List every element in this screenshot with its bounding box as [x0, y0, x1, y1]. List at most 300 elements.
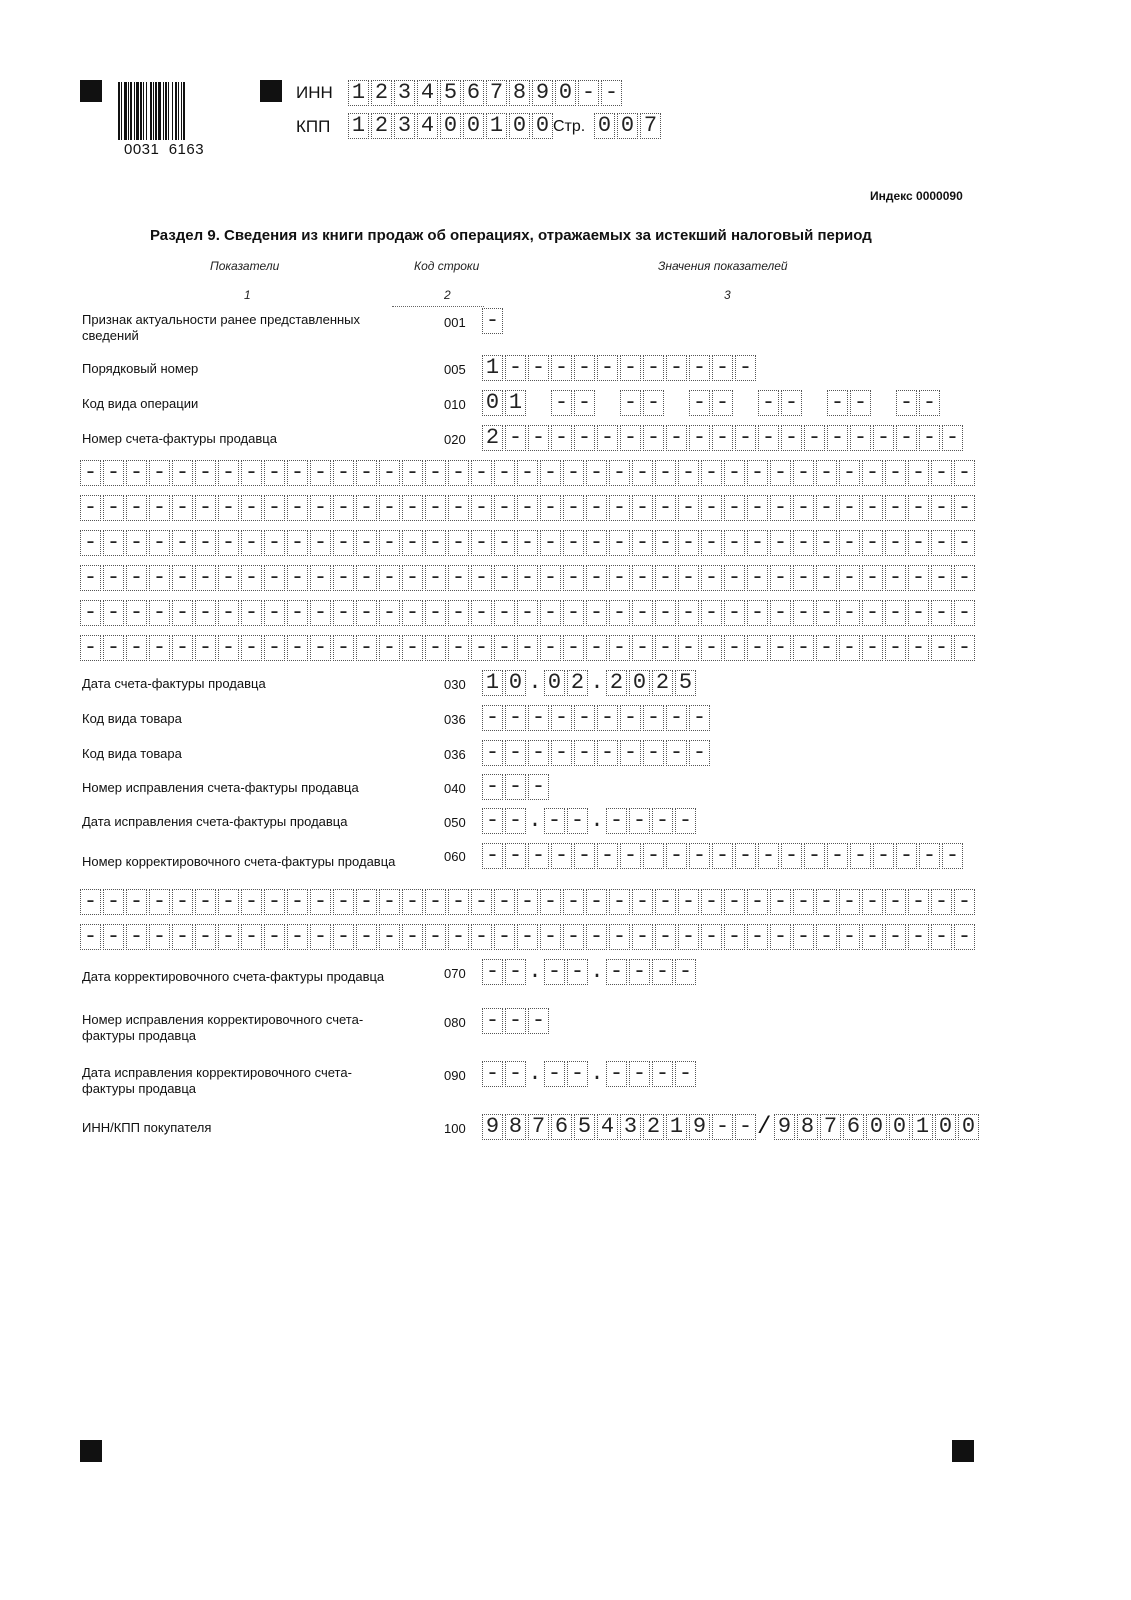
char-cell[interactable]: - — [126, 565, 147, 591]
char-cell[interactable]: - — [195, 530, 216, 556]
char-cell[interactable]: 0 — [555, 80, 576, 106]
char-cell[interactable]: - — [689, 390, 710, 416]
field-060-cont-1[interactable] — [80, 889, 977, 915]
char-cell[interactable]: - — [540, 530, 561, 556]
char-cell[interactable]: - — [712, 1114, 733, 1140]
char-cell[interactable]: 8 — [797, 1114, 818, 1140]
char-cell[interactable]: - — [505, 1061, 526, 1087]
char-cell[interactable]: - — [954, 889, 975, 915]
char-cell[interactable]: - — [597, 843, 618, 869]
char-cell[interactable]: - — [103, 530, 124, 556]
char-cell[interactable]: - — [850, 843, 871, 869]
char-cell[interactable]: - — [80, 530, 101, 556]
char-cell[interactable]: 0 — [482, 390, 503, 416]
char-cell[interactable]: - — [931, 924, 952, 950]
char-cell[interactable]: - — [724, 530, 745, 556]
char-cell[interactable]: - — [609, 565, 630, 591]
char-cell[interactable]: - — [505, 959, 526, 985]
char-cell[interactable]: - — [586, 495, 607, 521]
char-cell[interactable]: - — [540, 600, 561, 626]
char-cell[interactable]: - — [505, 355, 526, 381]
field-001[interactable] — [482, 308, 505, 334]
char-cell[interactable]: - — [839, 495, 860, 521]
char-cell[interactable]: - — [563, 495, 584, 521]
char-cell[interactable]: 3 — [394, 80, 415, 106]
char-cell[interactable]: - — [793, 635, 814, 661]
char-cell[interactable]: - — [563, 530, 584, 556]
char-cell[interactable]: - — [954, 460, 975, 486]
char-cell[interactable]: - — [747, 600, 768, 626]
char-cell[interactable]: - — [425, 495, 446, 521]
char-cell[interactable]: - — [126, 495, 147, 521]
char-cell[interactable]: - — [287, 924, 308, 950]
char-cell[interactable]: 2 — [482, 425, 503, 451]
char-cell[interactable]: - — [666, 705, 687, 731]
field-040[interactable] — [482, 774, 551, 800]
char-cell[interactable]: - — [517, 924, 538, 950]
char-cell[interactable]: 2 — [371, 113, 392, 139]
char-cell[interactable]: - — [885, 600, 906, 626]
char-cell[interactable]: - — [606, 808, 627, 834]
char-cell[interactable]: 1 — [486, 113, 507, 139]
char-cell[interactable]: - — [655, 600, 676, 626]
char-cell[interactable]: - — [701, 565, 722, 591]
field-036a[interactable] — [482, 705, 712, 731]
char-cell[interactable]: 9 — [482, 1114, 503, 1140]
char-cell[interactable]: - — [287, 889, 308, 915]
char-cell[interactable]: - — [505, 740, 526, 766]
char-cell[interactable]: - — [540, 495, 561, 521]
char-cell[interactable]: - — [747, 889, 768, 915]
char-cell[interactable]: - — [586, 889, 607, 915]
char-cell[interactable]: - — [652, 1061, 673, 1087]
char-cell[interactable]: - — [643, 390, 664, 416]
char-cell[interactable]: - — [701, 530, 722, 556]
char-cell[interactable]: - — [425, 889, 446, 915]
char-cell[interactable]: - — [816, 495, 837, 521]
char-cell[interactable]: - — [609, 924, 630, 950]
char-cell[interactable]: - — [609, 889, 630, 915]
char-cell[interactable] — [873, 390, 894, 416]
char-cell[interactable]: - — [241, 600, 262, 626]
char-cell[interactable]: - — [402, 889, 423, 915]
char-cell[interactable]: - — [597, 355, 618, 381]
char-cell[interactable]: - — [862, 600, 883, 626]
char-cell[interactable]: - — [551, 355, 572, 381]
char-cell[interactable]: - — [793, 565, 814, 591]
char-cell[interactable]: - — [333, 495, 354, 521]
char-cell[interactable]: - — [816, 565, 837, 591]
field-070[interactable] — [482, 959, 698, 985]
char-cell[interactable]: - — [517, 889, 538, 915]
char-cell[interactable]: - — [540, 889, 561, 915]
char-cell[interactable]: - — [563, 889, 584, 915]
char-cell[interactable]: - — [126, 600, 147, 626]
char-cell[interactable]: - — [264, 530, 285, 556]
char-cell[interactable]: - — [482, 959, 503, 985]
char-cell[interactable]: - — [505, 843, 526, 869]
char-cell[interactable]: - — [149, 889, 170, 915]
char-cell[interactable]: 9 — [774, 1114, 795, 1140]
char-cell[interactable]: - — [425, 924, 446, 950]
char-cell[interactable]: - — [540, 635, 561, 661]
char-cell[interactable]: - — [827, 390, 848, 416]
char-cell[interactable] — [597, 390, 618, 416]
char-cell[interactable]: - — [606, 959, 627, 985]
char-cell[interactable]: - — [528, 355, 549, 381]
char-cell[interactable]: - — [643, 705, 664, 731]
char-cell[interactable]: - — [287, 495, 308, 521]
char-cell[interactable]: 6 — [843, 1114, 864, 1140]
char-cell[interactable]: - — [643, 843, 664, 869]
char-cell[interactable]: - — [735, 1114, 756, 1140]
char-cell[interactable]: 8 — [505, 1114, 526, 1140]
char-cell[interactable]: - — [471, 635, 492, 661]
char-cell[interactable]: - — [310, 530, 331, 556]
field-020-cont-2[interactable] — [80, 495, 977, 521]
char-cell[interactable]: - — [793, 530, 814, 556]
char-cell[interactable]: - — [885, 530, 906, 556]
char-cell[interactable]: - — [379, 530, 400, 556]
char-cell[interactable]: - — [931, 889, 952, 915]
char-cell[interactable]: - — [379, 495, 400, 521]
char-cell[interactable]: - — [816, 600, 837, 626]
char-cell[interactable]: - — [471, 530, 492, 556]
char-cell[interactable]: - — [126, 889, 147, 915]
char-cell[interactable]: - — [586, 924, 607, 950]
char-cell[interactable]: - — [471, 924, 492, 950]
char-cell[interactable]: - — [724, 565, 745, 591]
char-cell[interactable]: - — [678, 600, 699, 626]
char-cell[interactable]: - — [563, 600, 584, 626]
char-cell[interactable]: - — [379, 600, 400, 626]
char-cell[interactable] — [666, 390, 687, 416]
char-cell[interactable] — [528, 390, 549, 416]
char-cell[interactable]: 1 — [666, 1114, 687, 1140]
char-cell[interactable]: - — [425, 530, 446, 556]
char-cell[interactable]: - — [712, 843, 733, 869]
char-cell[interactable]: - — [448, 530, 469, 556]
char-cell[interactable]: - — [172, 460, 193, 486]
char-cell[interactable]: - — [425, 565, 446, 591]
char-cell[interactable] — [735, 390, 756, 416]
char-cell[interactable]: 6 — [463, 80, 484, 106]
char-cell[interactable]: - — [333, 889, 354, 915]
char-cell[interactable]: - — [896, 843, 917, 869]
char-cell[interactable]: - — [218, 889, 239, 915]
char-cell[interactable]: - — [80, 635, 101, 661]
char-cell[interactable]: - — [333, 635, 354, 661]
char-cell[interactable]: - — [528, 425, 549, 451]
char-cell[interactable]: - — [379, 889, 400, 915]
char-cell[interactable]: 0 — [958, 1114, 979, 1140]
char-cell[interactable]: - — [218, 565, 239, 591]
char-cell[interactable]: - — [574, 705, 595, 731]
char-cell[interactable]: 6 — [551, 1114, 572, 1140]
char-cell[interactable]: - — [172, 635, 193, 661]
char-cell[interactable]: - — [954, 565, 975, 591]
char-cell[interactable]: - — [494, 530, 515, 556]
char-cell[interactable]: - — [218, 600, 239, 626]
char-cell[interactable]: - — [629, 959, 650, 985]
char-cell[interactable]: - — [172, 530, 193, 556]
char-cell[interactable]: - — [563, 635, 584, 661]
char-cell[interactable]: 2 — [371, 80, 392, 106]
char-cell[interactable]: - — [724, 924, 745, 950]
char-cell[interactable]: - — [540, 460, 561, 486]
char-cell[interactable]: - — [471, 495, 492, 521]
char-cell[interactable]: - — [678, 565, 699, 591]
char-cell[interactable]: - — [724, 460, 745, 486]
char-cell[interactable]: - — [908, 924, 929, 950]
char-cell[interactable]: - — [494, 495, 515, 521]
char-cell[interactable]: - — [666, 425, 687, 451]
field-020-cont-3[interactable] — [80, 530, 977, 556]
char-cell[interactable]: - — [678, 635, 699, 661]
char-cell[interactable]: - — [770, 495, 791, 521]
char-cell[interactable]: - — [149, 460, 170, 486]
char-cell[interactable]: - — [482, 808, 503, 834]
char-cell[interactable]: - — [689, 843, 710, 869]
char-cell[interactable]: - — [609, 460, 630, 486]
char-cell[interactable]: - — [873, 425, 894, 451]
char-cell[interactable]: - — [804, 425, 825, 451]
char-cell[interactable]: - — [954, 495, 975, 521]
char-cell[interactable]: - — [379, 565, 400, 591]
char-cell[interactable]: - — [574, 740, 595, 766]
char-cell[interactable]: - — [448, 924, 469, 950]
char-cell[interactable]: - — [689, 355, 710, 381]
char-cell[interactable]: - — [850, 425, 871, 451]
char-cell[interactable]: - — [195, 635, 216, 661]
char-cell[interactable]: - — [494, 565, 515, 591]
char-cell[interactable]: - — [793, 600, 814, 626]
char-cell[interactable]: - — [241, 924, 262, 950]
char-cell[interactable]: - — [675, 959, 696, 985]
char-cell[interactable]: - — [448, 460, 469, 486]
char-cell[interactable]: - — [862, 924, 883, 950]
char-cell[interactable]: - — [482, 1008, 503, 1034]
char-cell[interactable]: 0 — [629, 670, 650, 696]
char-cell[interactable] — [804, 390, 825, 416]
char-cell[interactable]: - — [839, 600, 860, 626]
char-cell[interactable]: - — [264, 600, 285, 626]
char-cell[interactable]: - — [770, 889, 791, 915]
char-cell[interactable]: - — [675, 808, 696, 834]
char-cell[interactable]: - — [195, 600, 216, 626]
char-cell[interactable]: - — [643, 425, 664, 451]
char-cell[interactable]: - — [652, 808, 673, 834]
char-cell[interactable]: - — [356, 495, 377, 521]
char-cell[interactable]: 5 — [440, 80, 461, 106]
char-cell[interactable]: - — [632, 460, 653, 486]
char-cell[interactable]: - — [578, 80, 599, 106]
char-cell[interactable]: - — [80, 460, 101, 486]
char-cell[interactable]: - — [517, 530, 538, 556]
char-cell[interactable]: - — [402, 565, 423, 591]
char-cell[interactable]: 1 — [348, 113, 369, 139]
char-cell[interactable]: - — [885, 565, 906, 591]
char-cell[interactable]: - — [218, 495, 239, 521]
char-cell[interactable]: - — [632, 530, 653, 556]
char-cell[interactable]: - — [241, 460, 262, 486]
char-cell[interactable]: - — [724, 889, 745, 915]
char-cell[interactable]: - — [655, 460, 676, 486]
char-cell[interactable]: - — [908, 460, 929, 486]
char-cell[interactable]: - — [620, 740, 641, 766]
field-020-cont-6[interactable] — [80, 635, 977, 661]
char-cell[interactable]: - — [942, 425, 963, 451]
char-cell[interactable]: - — [908, 530, 929, 556]
field-010-main[interactable] — [482, 390, 942, 416]
char-cell[interactable]: 4 — [417, 80, 438, 106]
char-cell[interactable]: - — [747, 530, 768, 556]
char-cell[interactable]: 2 — [652, 670, 673, 696]
char-cell[interactable]: - — [908, 495, 929, 521]
char-cell[interactable]: - — [632, 495, 653, 521]
char-cell[interactable]: 7 — [486, 80, 507, 106]
char-cell[interactable]: - — [528, 843, 549, 869]
field-100-inn[interactable] — [482, 1114, 758, 1140]
char-cell[interactable]: - — [678, 460, 699, 486]
char-cell[interactable]: 1 — [912, 1114, 933, 1140]
char-cell[interactable]: - — [402, 495, 423, 521]
char-cell[interactable]: - — [862, 530, 883, 556]
char-cell[interactable]: - — [172, 924, 193, 950]
char-cell[interactable]: - — [724, 635, 745, 661]
char-cell[interactable]: - — [724, 495, 745, 521]
char-cell[interactable]: - — [287, 600, 308, 626]
char-cell[interactable]: - — [149, 635, 170, 661]
char-cell[interactable]: - — [379, 635, 400, 661]
char-cell[interactable]: - — [804, 843, 825, 869]
char-cell[interactable]: 0 — [889, 1114, 910, 1140]
char-cell[interactable]: - — [149, 565, 170, 591]
char-cell[interactable]: - — [954, 924, 975, 950]
char-cell[interactable]: 0 — [935, 1114, 956, 1140]
char-cell[interactable]: - — [563, 924, 584, 950]
char-cell[interactable]: 4 — [597, 1114, 618, 1140]
char-cell[interactable]: 5 — [675, 670, 696, 696]
char-cell[interactable]: - — [567, 808, 588, 834]
char-cell[interactable]: - — [620, 425, 641, 451]
char-cell[interactable]: - — [781, 390, 802, 416]
char-cell[interactable]: - — [586, 460, 607, 486]
field-100-kpp[interactable] — [774, 1114, 981, 1140]
char-cell[interactable]: - — [666, 843, 687, 869]
char-cell[interactable]: - — [919, 425, 940, 451]
char-cell[interactable]: - — [80, 565, 101, 591]
char-cell[interactable]: - — [862, 460, 883, 486]
field-060[interactable] — [482, 843, 965, 869]
char-cell[interactable]: - — [241, 889, 262, 915]
char-cell[interactable]: - — [402, 530, 423, 556]
char-cell[interactable]: - — [264, 889, 285, 915]
char-cell[interactable]: - — [333, 530, 354, 556]
char-cell[interactable]: - — [494, 600, 515, 626]
char-cell[interactable]: 1 — [482, 670, 503, 696]
char-cell[interactable]: 0 — [594, 113, 615, 139]
char-cell[interactable]: - — [126, 530, 147, 556]
char-cell[interactable]: - — [241, 495, 262, 521]
char-cell[interactable]: - — [494, 635, 515, 661]
char-cell[interactable]: - — [873, 843, 894, 869]
char-cell[interactable]: - — [701, 889, 722, 915]
char-cell[interactable]: - — [333, 565, 354, 591]
char-cell[interactable]: - — [747, 565, 768, 591]
char-cell[interactable]: - — [103, 924, 124, 950]
char-cell[interactable]: - — [551, 705, 572, 731]
char-cell[interactable]: 0 — [617, 113, 638, 139]
char-cell[interactable]: - — [747, 924, 768, 950]
char-cell[interactable]: - — [448, 600, 469, 626]
char-cell[interactable]: - — [264, 565, 285, 591]
char-cell[interactable]: - — [747, 635, 768, 661]
char-cell[interactable]: - — [758, 425, 779, 451]
char-cell[interactable]: - — [356, 565, 377, 591]
char-cell[interactable]: - — [609, 635, 630, 661]
char-cell[interactable]: - — [448, 495, 469, 521]
char-cell[interactable]: - — [896, 390, 917, 416]
char-cell[interactable]: - — [505, 774, 526, 800]
char-cell[interactable]: - — [655, 565, 676, 591]
char-cell[interactable]: - — [379, 460, 400, 486]
char-cell[interactable]: - — [629, 1061, 650, 1087]
char-cell[interactable]: - — [471, 889, 492, 915]
char-cell[interactable]: - — [724, 600, 745, 626]
char-cell[interactable]: 7 — [528, 1114, 549, 1140]
char-cell[interactable]: - — [620, 355, 641, 381]
char-cell[interactable]: - — [816, 635, 837, 661]
char-cell[interactable]: - — [517, 460, 538, 486]
char-cell[interactable]: - — [770, 460, 791, 486]
char-cell[interactable]: - — [567, 1061, 588, 1087]
char-cell[interactable]: - — [931, 600, 952, 626]
char-cell[interactable]: - — [666, 740, 687, 766]
char-cell[interactable]: - — [735, 843, 756, 869]
char-cell[interactable]: - — [356, 460, 377, 486]
char-cell[interactable]: - — [310, 495, 331, 521]
char-cell[interactable]: - — [103, 889, 124, 915]
char-cell[interactable]: - — [103, 600, 124, 626]
char-cell[interactable]: - — [701, 924, 722, 950]
char-cell[interactable]: - — [689, 740, 710, 766]
char-cell[interactable]: - — [862, 565, 883, 591]
char-cell[interactable]: - — [287, 635, 308, 661]
char-cell[interactable]: - — [954, 530, 975, 556]
char-cell[interactable]: - — [862, 635, 883, 661]
char-cell[interactable]: - — [620, 390, 641, 416]
char-cell[interactable]: - — [333, 600, 354, 626]
char-cell[interactable]: - — [839, 635, 860, 661]
char-cell[interactable]: - — [540, 924, 561, 950]
char-cell[interactable]: - — [310, 460, 331, 486]
char-cell[interactable]: - — [793, 889, 814, 915]
char-cell[interactable]: - — [839, 565, 860, 591]
char-cell[interactable]: - — [652, 959, 673, 985]
char-cell[interactable]: - — [310, 600, 331, 626]
char-cell[interactable]: - — [80, 600, 101, 626]
char-cell[interactable]: - — [770, 924, 791, 950]
char-cell[interactable]: - — [862, 495, 883, 521]
char-cell[interactable]: - — [402, 600, 423, 626]
char-cell[interactable]: - — [540, 565, 561, 591]
kpp-cells[interactable] — [348, 113, 555, 139]
char-cell[interactable]: - — [482, 843, 503, 869]
char-cell[interactable]: - — [172, 889, 193, 915]
char-cell[interactable]: - — [655, 635, 676, 661]
field-020-cont-1[interactable] — [80, 460, 977, 486]
